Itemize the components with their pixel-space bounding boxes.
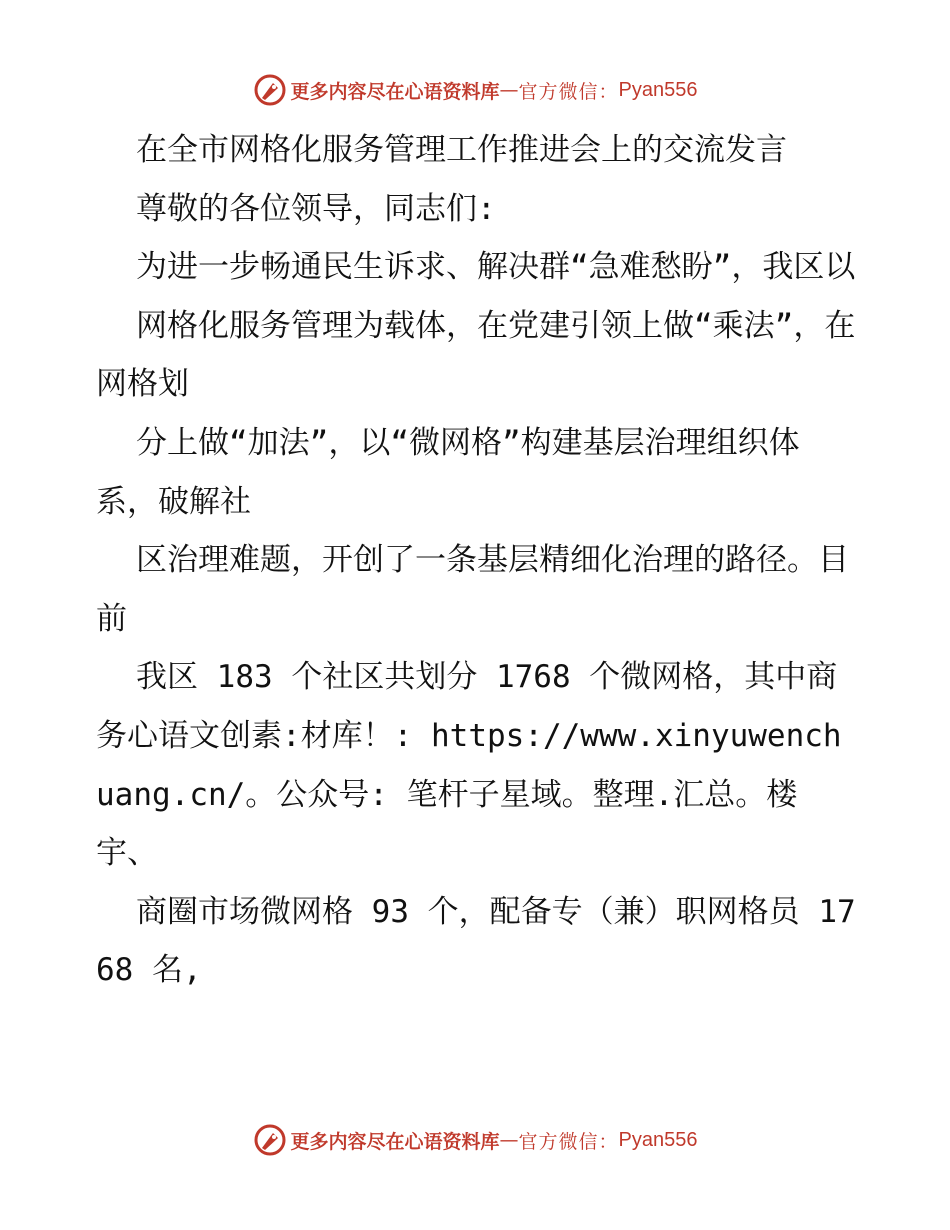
- salutation: 尊敬的各位领导，同志们:: [136, 190, 496, 227]
- body-paragraph: 网格化服务管理为载体，在党建引领上做“乘法”，在网格划: [96, 307, 856, 403]
- body-paragraph: 区治理难题，开创了一条基层精细化治理的路径。目前: [96, 542, 849, 637]
- watermark-wechat-id: Pyan556: [618, 78, 698, 101]
- header-watermark-banner: [0, 70, 950, 110]
- watermark-wechat-id: Pyan556: [618, 1128, 698, 1151]
- watermark-site-text: 更多内容尽在心语资料库: [290, 1130, 500, 1153]
- body-paragraph: 为进一步畅通民生诉求、解决群“急难愁盼”，我区以: [136, 249, 856, 286]
- watermark-site-text: 更多内容尽在心语资料库: [290, 80, 500, 103]
- body-paragraph: 商圈市场微网格 93 个，配备专（兼）职网格员 1768 名,: [96, 893, 856, 989]
- pen-nib-logo-icon: [253, 1123, 287, 1157]
- footer-watermark-banner: [0, 1120, 950, 1160]
- body-paragraph: 我区 183 个社区共划分 1768 个微网格，其中商务心语文创素:材库！: https://www.xinyuwenchuang.cn/。公众号: 笔杆子星域。整理.汇总。楼宇、: [96, 659, 842, 872]
- watermark-dash: —: [499, 1129, 519, 1151]
- document-body: [96, 121, 856, 1000]
- body-paragraph: 分上做“加法”，以“微网格”构建基层治理组织体系，破解社: [96, 424, 800, 520]
- watermark-wechat-label: 官方微信：: [518, 80, 619, 103]
- pen-nib-logo-icon: [253, 73, 287, 107]
- watermark-dash: —: [499, 79, 519, 101]
- document-title: 在全市网格化服务管理工作推进会上的交流发言: [136, 132, 787, 168]
- watermark-wechat-label: 官方微信：: [518, 1130, 619, 1153]
